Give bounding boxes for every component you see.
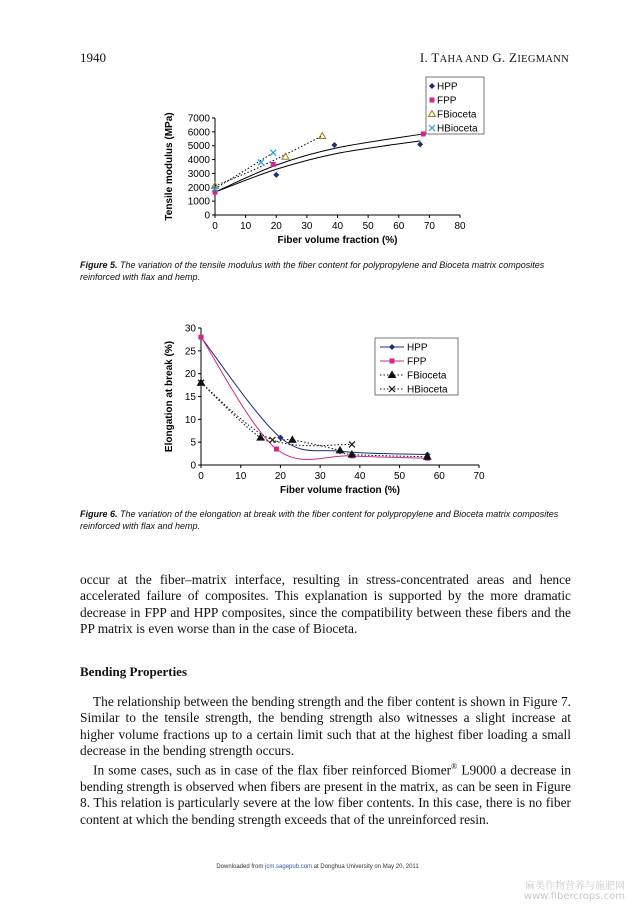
section-heading: Bending Properties [80,664,188,679]
c0-x-tick-label: 80 [454,221,466,232]
c0-legend-marker-fpp [430,98,435,103]
c0-point-hbioceta [258,159,264,165]
c1-y-tick-label: 10 [184,414,196,426]
c1-y-axis-label: Elongation at break (%) [164,340,175,453]
c1-legend-marker-fpp [390,359,395,364]
author-small-1: AHA AND [439,54,489,65]
c0-point-fpp [421,131,426,136]
c1-point-fpp [199,335,204,340]
c0-y-tick-label: 5000 [187,141,210,153]
c0-y-tick-label: 0 [204,210,210,222]
author-initial-2: G. Z [488,50,518,65]
c0-x-tick-label: 20 [270,221,282,232]
c1-y-tick-label: 20 [184,369,196,381]
c0-legend-label-hbioceta: HBioceta [437,123,478,135]
c0-point-fpp [271,162,276,167]
author-small-2: IEGMANN [517,54,569,65]
c1-point-fbioceta [337,447,344,453]
c1-point-hbioceta [349,441,355,447]
c0-x-tick-label: 60 [393,221,405,232]
c0-y-tick-label: 6000 [187,127,210,139]
running-header [420,50,569,66]
c0-trendline-2 [215,134,423,192]
c0-legend-label-fbioceta: FBioceta [437,109,477,121]
c1-y-tick-label: 15 [184,392,196,403]
c0-point-hpp [273,172,279,178]
footer-link[interactable]: jcm.sagepub.com [265,864,313,870]
c0-y-tick-label: 4000 [187,155,210,167]
c1-x-tick-label: 0 [198,471,204,482]
c1-y-tick-label: 0 [190,460,196,472]
c0-x-axis-label: Fiber volume fraction (%) [277,235,398,246]
c1-x-tick-label: 60 [433,471,445,482]
c0-x-tick-label: 30 [301,221,313,232]
c1-x-tick-label: 50 [394,471,406,482]
figure5-caption-label: Figure 5. [80,260,118,270]
figure5-caption-text: The variation of the tensile modulus with the fiber content for polypropylene and Bioceta matrix composites reinforced with flax and hemp. [80,260,545,282]
body-paragraph-1: occur at the fiber–matrix interface, resulting in stress-concentrated areas and hence accelerated failure of composites. This explanation is supported by the more dramatic decrease in FPP and HPP composites, since the compatibility between these fibers and the PP matrix is even worse than in the case of Bioceta. [80,572,571,637]
c1-x-tick-label: 30 [314,471,326,482]
figure5-chart [160,76,490,254]
c0-point-hbioceta [270,150,276,156]
body-paragraph-2: The relationship between the bending strength and the fiber content is shown in Figure 7. Similar to the tensile strength, the bending strength also witnesses a slight increase at higher volume fractions up to a certain limit such that at the highest fiber loading a small decrease in the bending strength occurs. [80,694,571,759]
c1-legend-label-fbioceta: FBioceta [407,370,447,382]
c0-x-tick-label: 0 [212,221,218,232]
page-number: 1940 [80,50,106,65]
c1-x-tick-label: 10 [235,471,247,482]
c0-y-tick-label: 1000 [187,196,210,208]
c1-legend-label-hpp: HPP [407,342,428,354]
c0-x-tick-label: 10 [240,221,252,232]
author-initial-1: I. T [419,50,440,65]
watermark-chinese: 麻类作物营养与施肥网 [525,881,625,892]
figure6-chart [160,322,490,502]
c0-y-tick-label: 7000 [187,113,210,125]
c0-legend-label-fpp: FPP [437,95,457,107]
para3-text-b: L9000 a decrease in bending strength is observed when fibers are present in the matrix, as can be seen in Figure 8. This relation is particularly severe at the low fiber contents. In this case, there is no fiber content at which the bending strength exceeds that of the unreinforced resin. [80,762,572,827]
c1-x-axis-label: Fiber volume fraction (%) [279,485,401,496]
c0-x-tick-label: 40 [331,221,344,232]
c0-x-tick-label: 50 [362,221,374,232]
c0-trendline-1 [215,141,420,192]
watermark-url: www.fibercrops.com [523,891,625,902]
body-paragraph-3 [80,759,571,828]
c1-x-tick-label: 40 [354,471,366,482]
figure6-caption-text: The variation of the elongation at break with the fiber content for polypropylene and Bioceta matrix composites reinforced with flax and hemp. [80,509,559,531]
c0-trendline-4 [215,153,273,189]
c1-point-fbioceta [289,436,296,442]
figure5-caption [80,259,570,283]
figure6-caption [80,508,570,532]
c0-y-tick-label: 3000 [187,168,210,180]
c1-x-tick-label: 70 [473,471,485,482]
download-footer [0,864,635,870]
c0-x-tick-label: 70 [423,221,435,232]
c1-point-fpp [274,447,279,452]
c1-series-line-hbioceta [201,383,352,446]
c0-point-hpp [331,142,337,148]
para3-text-a: In some cases, such as in case of the flax fiber reinforced Biomer [93,762,452,778]
footer-prefix: Downloaded from [216,864,266,870]
c0-y-axis-label: Tensile modulus (MPa) [164,112,175,221]
footer-suffix: at Donghua University on May 20, 2011 [312,864,419,870]
c1-y-tick-label: 5 [190,437,196,449]
c0-y-tick-label: 2000 [187,182,210,194]
c1-point-hbioceta [269,437,275,443]
c0-point-fbioceta [319,133,326,139]
c1-legend-label-hbioceta: HBioceta [407,384,448,396]
c0-legend-label-hpp: HPP [437,81,458,93]
c1-y-tick-label: 25 [184,346,196,358]
figure6-caption-label: Figure 6. [80,509,118,519]
c1-legend-label-fpp: FPP [407,356,427,368]
c1-x-tick-label: 20 [274,471,286,482]
registered-mark: ® [451,762,458,771]
c0-point-hpp [417,141,423,147]
c1-y-tick-label: 30 [184,323,196,335]
